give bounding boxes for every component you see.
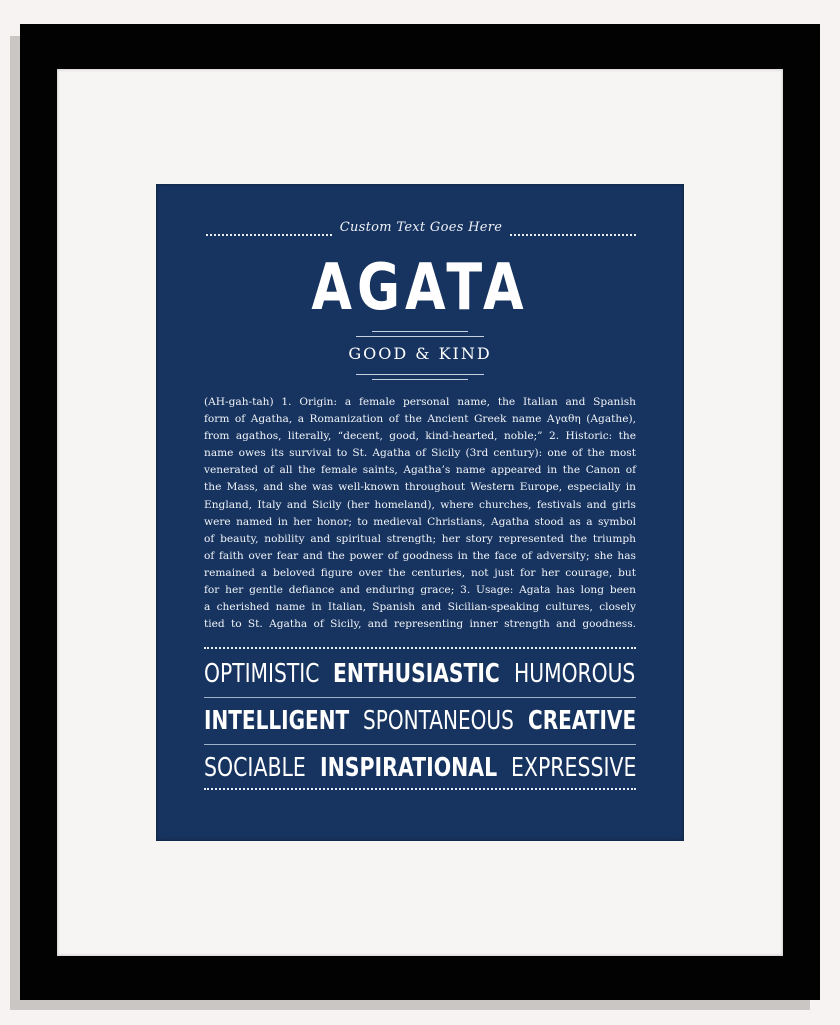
name-definition <box>204 394 636 633</box>
name-print <box>156 184 684 841</box>
definition-line: from agathos, literally, “decent, good, kind-hearted, noble;” 2. Historic: the <box>204 430 636 443</box>
definition-line: name owes its survival to St. Agatha of Sicily (3rd century): one of the most <box>204 447 636 460</box>
trait-word: INSPIRATIONAL <box>319 753 497 783</box>
trait-word: INTELLIGENT <box>204 706 350 736</box>
rule-top-long <box>356 336 484 337</box>
trait-word: CREATIVE <box>528 706 637 736</box>
dotted-divider-right <box>510 234 636 236</box>
name-title: AGATA <box>311 251 529 325</box>
definition-line: England, Italy and Sicily (her homeland), where churches, festivals and girls <box>204 498 636 511</box>
custom-text-row <box>206 220 636 246</box>
name-meaning: GOOD & KIND <box>348 344 492 363</box>
trait-word: OPTIMISTIC <box>204 659 320 689</box>
trait-row-2 <box>204 703 636 739</box>
definition-line: of beauty, nobility and spiritual strength; her story represented the triumph <box>204 532 636 545</box>
dotted-divider-traits-top <box>204 647 636 649</box>
definition-line: were named in her honor; to medieval Christians, Agatha stood as a symbol <box>204 515 636 528</box>
trait-word: SOCIABLE <box>204 753 306 783</box>
trait-separator-2 <box>204 744 636 745</box>
definition-line: of faith over fear and the power of goodness in the face of adversity; she has <box>204 549 636 562</box>
trait-separator-1 <box>204 697 636 698</box>
definition-line: form of Agatha, a Romanization of the Ancient Greek name Αγαθη (Agathe), <box>204 413 636 426</box>
dotted-divider-left <box>206 234 332 236</box>
definition-line: (AH-gah-tah) 1. Origin: a female personal name, the Italian and Spanish <box>204 396 636 408</box>
dotted-divider-traits-bottom <box>204 788 636 790</box>
picture-frame <box>20 24 820 1000</box>
trait-word: HUMOROUS <box>514 659 636 689</box>
definition-line: venerated of all the female saints, Agatha’s name appeared in the Canon of <box>204 464 636 477</box>
trait-word: EXPRESSIVE <box>510 753 637 783</box>
trait-row-1 <box>204 656 636 692</box>
trait-word: SPONTANEOUS <box>362 706 514 736</box>
mat-board <box>57 69 783 956</box>
trait-row-3 <box>204 750 636 786</box>
definition-line: the Mass, and she was well-known throughout Western Europe, especially in <box>204 481 636 494</box>
rule-bottom-short <box>372 379 468 380</box>
definition-line: tied to St. Agatha of Sicily, and representing inner strength and goodness. <box>204 618 636 631</box>
rule-bottom-long <box>356 374 484 375</box>
definition-line: remained a beloved figure over the centuries, not just for her courage, but <box>204 566 636 579</box>
rule-top-short <box>372 331 468 332</box>
trait-word: ENTHUSIASTIC <box>333 659 501 689</box>
definition-line: for her gentle defiance and enduring grace; 3. Usage: Agata has long been <box>204 584 636 597</box>
definition-line: a cherished name in Italian, Spanish and Sicilian-speaking cultures, closely <box>204 601 636 614</box>
custom-text: Custom Text Goes Here <box>339 220 503 235</box>
